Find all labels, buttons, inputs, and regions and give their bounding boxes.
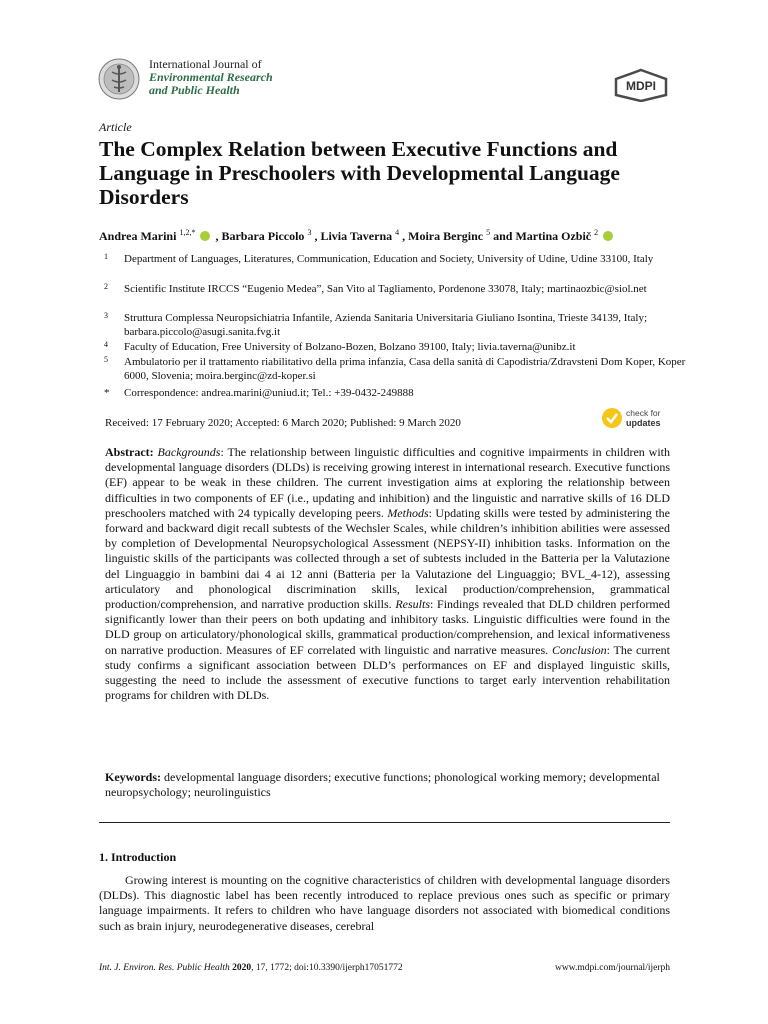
section-heading-introduction: 1. Introduction (99, 850, 177, 864)
affiliation-text: Struttura Complessa Neuropsichiatria Infantile, Azienda Sanitaria Universitaria Giuliano Isontina, Trieste 34139, Italy; barbara.piccolo@asugi.sanita.fvg.it (124, 312, 647, 338)
correspondence-text: Correspondence: andrea.marini@uniud.it; Tel.: +39-0432-249888 (124, 387, 414, 399)
orcid-icon[interactable] (200, 231, 210, 241)
journal-seal-icon (98, 58, 140, 100)
author-affiliation-marker: 4 (395, 228, 400, 237)
affiliation-number: 1 (104, 252, 108, 261)
introduction-text: Growing interest is mounting on the cognitive characteristics of children with developmental language disorders (DLDs). This diagnostic label has been recently introduced to replace previous ones such as specific or primary language impairments. It refers to children who have language disorders not associated with biomedical conditions such as brain injury, neurodegenerative diseases, cerebral (99, 873, 670, 933)
author-list (99, 228, 615, 244)
author-affiliation-marker: 2 (594, 228, 599, 237)
author-name: , Barbara Piccolo (215, 229, 305, 243)
mdpi-logo (613, 68, 669, 102)
journal-name-line2: Environmental Research (149, 70, 273, 84)
author-affiliation-marker: 5 (486, 228, 491, 237)
check-updates-line1: check for (626, 408, 661, 418)
abstract-methods-label: Methods (387, 505, 429, 520)
publication-dates: Received: 17 February 2020; Accepted: 6 March 2020; Published: 9 March 2020 (105, 417, 461, 429)
abstract-results-label: Results (395, 597, 431, 612)
affiliation-number: 5 (104, 355, 108, 364)
abstract-conclusion-text: : The current study confirms a significant association between DLD’s performances on EF and displayed linguistic skills, suggesting the need to include the assessment of executive functions to target early intervention rehabilitation programs for children with DLDs. (105, 642, 670, 703)
article-type: Article (99, 120, 132, 134)
check-for-updates-badge[interactable] (601, 406, 673, 430)
article-title: The Complex Relation between Executive Functions and Language in Preschoolers with Developmental Language Disorders (99, 137, 620, 209)
affiliation-number: * (104, 387, 110, 399)
affiliation-number: 4 (104, 340, 108, 349)
abstract-results-text: : Findings revealed that DLD children performed significantly lower than their peers on both updating and inhibitory tasks. Linguistic difficulties were found in the DLD group on articulatory/phonological skills, grammatical production/comprehension, and lexical informativeness on narrative production. Measures of EF correlated with linguistic and narrative measures. (105, 597, 671, 657)
abstract-backgrounds-label: Backgrounds (157, 445, 221, 459)
author-name: , Livia Taverna (314, 229, 393, 243)
citation-footer (99, 963, 403, 973)
footer-year: 2020 (232, 963, 252, 973)
journal-url-link[interactable]: www.mdpi.com/journal/ijerph (555, 963, 670, 973)
footer-journal: Int. J. Environ. Res. Public Health (99, 963, 230, 973)
abstract-label: Abstract: (105, 445, 154, 459)
introduction-paragraph (99, 873, 670, 934)
keywords-text: developmental language disorders; executive functions; phonological working memory; developmental neuropsychology; neurolinguistics (105, 770, 660, 800)
keywords-label: Keywords: (105, 770, 161, 784)
affiliation-text: Ambulatorio per il trattamento riabilitativo della prima infanzia, Casa della sanità di Capodistria/Zdravsteni Dom Koper, Koper 6000, Slovenia; moira.berginc@zd-koper.si (124, 356, 686, 382)
mdpi-logo-text: MDPI (626, 79, 656, 93)
abstract-conclusion-label: Conclusion (551, 642, 607, 657)
abstract-methods-text: : Updating skills were tested by administering the forward and backward digit recall subtests of the Wechsler Scales, while children’s inhibition abilities were assessed by completion of Developmental Neuropsychological Assessment (NEPSY-II) inhibition tasks. Information on the linguistic skills of the participants was collected through a set of subtests included in the Batteria per la Valutazione del Linguaggio in bambini dai 4 ai 12 anni (Batteria per la Valutazione del Linguaggio; BVL_4-12), assessing articulatory and phonological discrimination skills, lexical production/comprehension, grammatical production/comprehension, and narrative production skills. (105, 505, 670, 612)
journal-name (149, 58, 273, 97)
author-name: and Martina Ozbič (493, 229, 592, 243)
affiliation-number: 2 (104, 282, 108, 291)
orcid-icon[interactable] (603, 231, 613, 241)
author-affiliation-marker: 3 (307, 228, 312, 237)
footer-citation: , 17, 1772; doi:10.3390/ijerph17051772 (251, 963, 403, 973)
author-name: , Moira Berginc (402, 229, 484, 243)
affiliation-text: Faculty of Education, Free University of Bolzano-Bozen, Bolzano 39100, Italy; livia.taverna@unibz.it (124, 341, 576, 353)
affiliation-text: Department of Languages, Literatures, Communication, Education and Society, University of Udine, Udine 33100, Italy (124, 253, 654, 265)
abstract-backgrounds-text: : The relationship between linguistic difficulties and cognitive impairments in children with developmental language disorders (DLDs) is receiving growing interest in international research. Executive functions (EF) appear to be weak in these children. The current investigation aims at exploring the relationship between difficulties in two components of EF (i.e., updating and inhibition) and the linguistic and narrative skills of 16 DLD preschoolers matched with 24 typically developing peers. (105, 445, 670, 520)
check-updates-line2: updates (626, 418, 661, 428)
affiliation-text: Scientific Institute IRCCS “Eugenio Medea”, San Vito al Tagliamento, Pordenone 33078, Italy; martinaozbic@siol.net (124, 283, 647, 295)
affiliation-number: 3 (104, 311, 108, 320)
author-affiliation-marker: 1,2,* (179, 228, 196, 237)
abstract (105, 445, 670, 703)
journal-name-line1: International Journal of (149, 57, 262, 71)
author-name: Andrea Marini (99, 229, 177, 243)
journal-name-line3: and Public Health (149, 83, 240, 97)
section-divider (99, 822, 670, 823)
keywords (105, 770, 670, 800)
